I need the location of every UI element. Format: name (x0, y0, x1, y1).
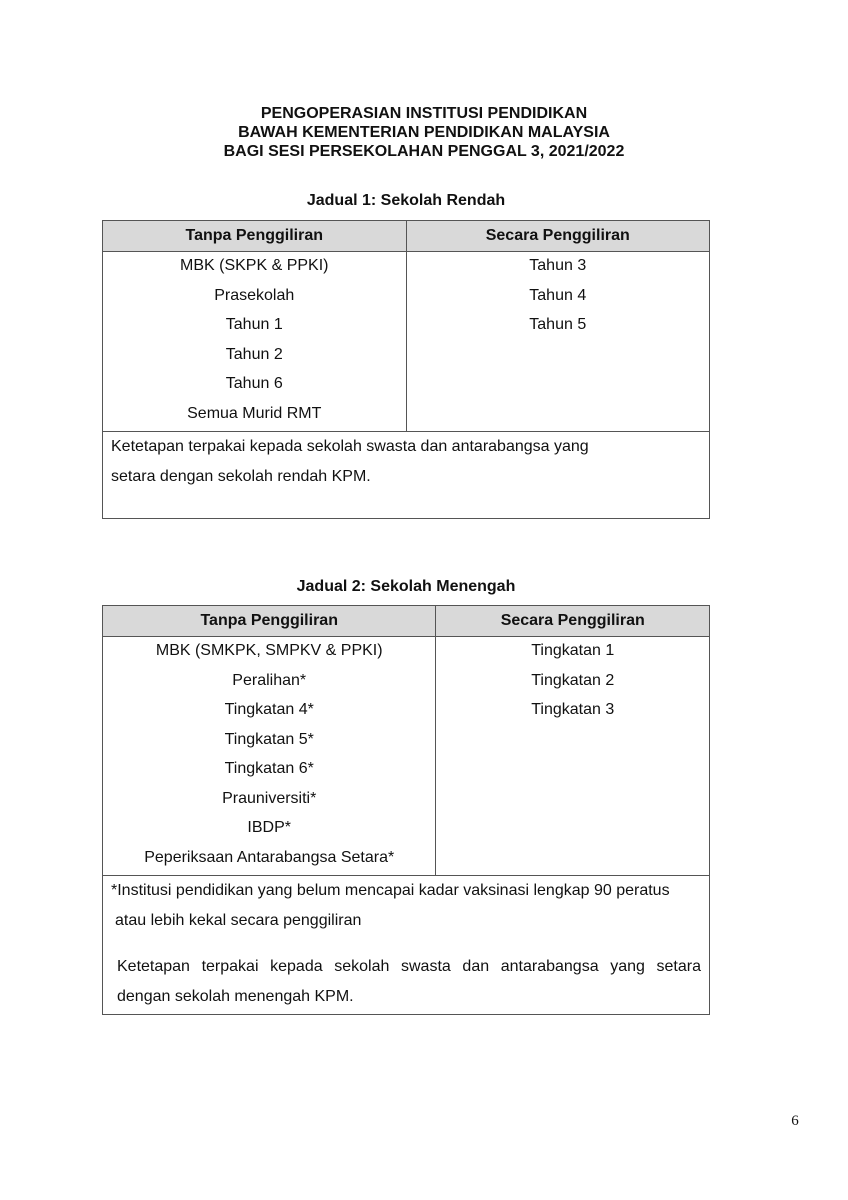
secara-penggiliran-list (436, 637, 710, 876)
list-item: Tahun 3 (529, 257, 587, 274)
table-header-row (103, 606, 710, 637)
header-tanpa-penggiliran: Tanpa Penggiliran (103, 606, 436, 637)
document-title (0, 104, 848, 161)
table-note-row (103, 432, 710, 519)
list-item: Prauniversiti* (222, 789, 317, 807)
secara-penggiliran-list (406, 252, 710, 432)
table2-caption: Jadual 2: Sekolah Menengah (296, 578, 516, 595)
table-note-row (103, 876, 710, 1015)
list-item: Tingkatan 5* (224, 730, 314, 748)
list-item: Tingkatan 2 (531, 671, 615, 689)
list-item: Tingkatan 1 (531, 642, 615, 659)
table1-note (103, 432, 710, 519)
list-item: Tingkatan 4* (224, 701, 314, 718)
table-sekolah-rendah (102, 220, 710, 519)
header-secara-penggiliran: Secara Penggiliran (406, 221, 710, 252)
note-line: *Institusi pendidikan yang belum mencapai kadar vaksinasi lengkap 90 peratus (111, 882, 670, 899)
list-item: Tahun 2 (225, 345, 283, 363)
list-item: Prasekolah (214, 286, 295, 304)
list-item: MBK (SMKPK, SMPKV & PPKI) (155, 642, 383, 659)
table2-note (103, 876, 710, 1015)
header-tanpa-penggiliran: Tanpa Penggiliran (103, 221, 407, 252)
table-row (103, 252, 710, 432)
list-item: IBDP* (247, 819, 291, 836)
note-line: setara dengan sekolah rendah KPM. (111, 467, 371, 485)
list-item: MBK (SKPK & PPKI) (180, 257, 329, 274)
tanpa-penggiliran-list (103, 637, 436, 876)
list-item: Tahun 1 (225, 316, 283, 333)
list-item: Tahun 5 (529, 316, 587, 333)
page-number: 6 (791, 1113, 799, 1129)
title-line: PENGOPERASIAN INSTITUSI PENDIDIKAN (260, 105, 588, 122)
table-row (103, 637, 710, 876)
list-item: Semua Murid RMT (187, 404, 322, 422)
note-paragraph: Ketetapan terpakai kepada sekolah swasta dan antarabangsa yang setara dengan sekolah menengah KPM. (117, 958, 701, 1005)
note-line: Ketetapan terpakai kepada sekolah swasta dan antarabangsa yang (111, 438, 589, 455)
list-item: Tingkatan 6* (224, 760, 314, 777)
table-header-row (103, 221, 710, 252)
table-sekolah-menengah (102, 605, 710, 1015)
header-secara-penggiliran: Secara Penggiliran (436, 606, 710, 637)
list-item: Tahun 6 (225, 375, 283, 392)
table1-caption: Jadual 1: Sekolah Rendah (306, 192, 506, 209)
list-item: Tahun 4 (529, 286, 587, 304)
list-item: Tingkatan 3 (531, 701, 615, 718)
list-item: Peperiksaan Antarabangsa Setara* (144, 848, 395, 866)
title-line: BAGI SESI PERSEKOLAHAN PENGGAL 3, 2021/2022 (223, 143, 625, 160)
list-item: Peralihan* (232, 671, 307, 689)
title-line: BAWAH KEMENTERIAN PENDIDIKAN MALAYSIA (238, 124, 610, 141)
tanpa-penggiliran-list (103, 252, 407, 432)
note-line: atau lebih kekal secara penggiliran (115, 911, 362, 929)
